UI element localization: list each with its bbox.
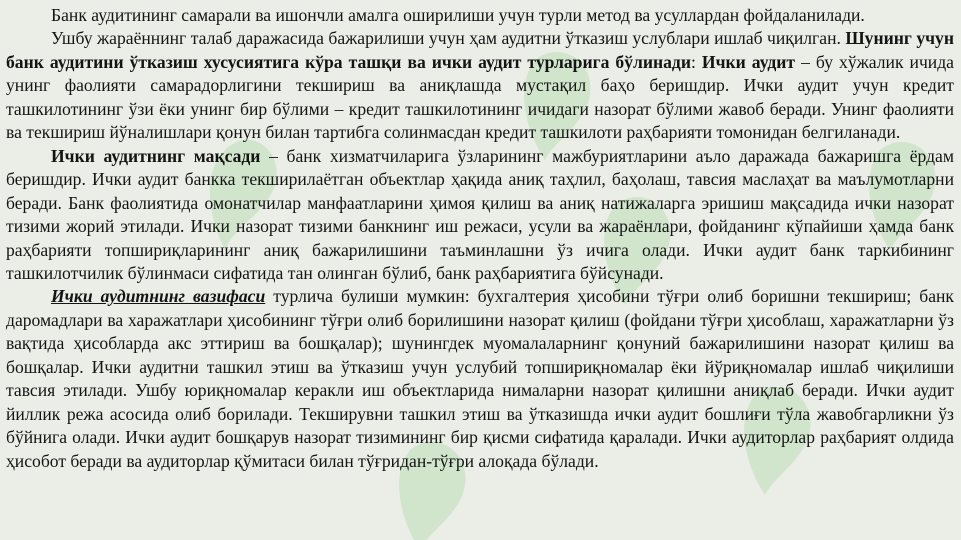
internal-audit-definition: – бу хўжалик ичида унинг фаолияти самарадорлигини текшириш ва аниқлашда мустақил баҳо беришдир. Ички аудит учун кредит ташкилотининг ўзи ёки унинг бир бўлими – кредит ташкилотининг ичидаги назорат бўлими жавоб беради. Унинг фаолияти ва текшириш йўналишлари қонун билан тартибга солинмасдан кредит ташкилоти раҳбарияти томонидан белгиланади.: [6, 51, 954, 143]
internal-audit-term: Ички аудит: [701, 51, 796, 72]
paragraph-1: Банк аудитининг самарали ва ишончли амалга оширилиши учун турли метод ва усуллардан фойдаланилади.: [51, 5, 865, 25]
paragraph-3: [6, 145, 954, 286]
internal-audit-goal-text: – банк хизматчиларига ўзларининг мажбуриятларини аъло даражада бажаришга ёрдам беришдир. Ички аудит банкка текширилаётган объектлар ҳақида аниқ таҳлил, баҳолаш, тавсия маслаҳат ва маълумотларни беради. Банк фаолиятида омонатчилар манфаатларини ҳимоя қилиш ва аниқ натижаларга эришиш мақсадида ички назорат тизими жорий этилади. Ички назорат тизими банкнинг иш режаси, усули ва жараёнлари, фойданинг кўпайиши ҳамда банк раҳбарияти топшириқларининг аниқ бажарилишини таъминлашни ўз ичига олади. Ички аудит банк таркибининг ташкилотчилик бўлинмаси сифатида тан олинган бўлиб, банк раҳбариятига бўйсунади.: [6, 145, 954, 283]
audit-types-statement: Шунинг учун банк аудитини ўтказиш хусусиятига кўра ташқи ва ички аудит турларига бўлинади: [6, 28, 954, 72]
internal-audit-goal-term: Ички аудитнинг мақсади: [51, 145, 261, 166]
internal-audit-tasks-term: Ички аудитнинг вазифаси: [51, 286, 266, 307]
paragraph-2-intro: Ушбу жараённинг талаб даражасида бажарилиши учун ҳам аудитни ўтказиш услублари ишлаб чиқилган.: [51, 28, 841, 49]
paragraph-2: [6, 27, 954, 144]
paragraph-4: [6, 285, 954, 473]
document-text: [6, 4, 954, 473]
internal-audit-tasks-text: турлича булиши мумкин: бухгалтерия ҳисобини тўғри олиб боришни текшириш; банк даромадлари ва харажатлари ҳисобининг тўғри олиб борилишини назорат қилиш (фойдани тўғри ҳисоблаш, харажатларни ўз вақтида ҳисобларда акс эттириш ва бошқалар); шунингдек муомалаларнинг қонуний бажарилишини назорат қилиш ва бошқалар. Ички аудитни ташкил этиш ва ўтказиш учун услубий топшириқномалар ёки йўриқномалар ишлаб чиқилиши тавсия этилади. Ушбу юриқномалар керакли иш объектларида нималарни назорат қилишни аниқлаб беради. Ички аудит йиллик режа асосида олиб борилади. Текширувни ташкил этиш ва ўтказишда ички аудит бошлиғи тўла жавобгарликни ўз бўйнига олади. Ички аудит бошқарув назорат тизимининг бир қисми сифатида қаралади. Ички аудиторлар раҳбарият олдида ҳисобот беради ва аудиторлар қўмитаси билан тўғридан-тўғри алоқада бўлади.: [6, 286, 954, 471]
colon-separator: :: [690, 51, 702, 72]
